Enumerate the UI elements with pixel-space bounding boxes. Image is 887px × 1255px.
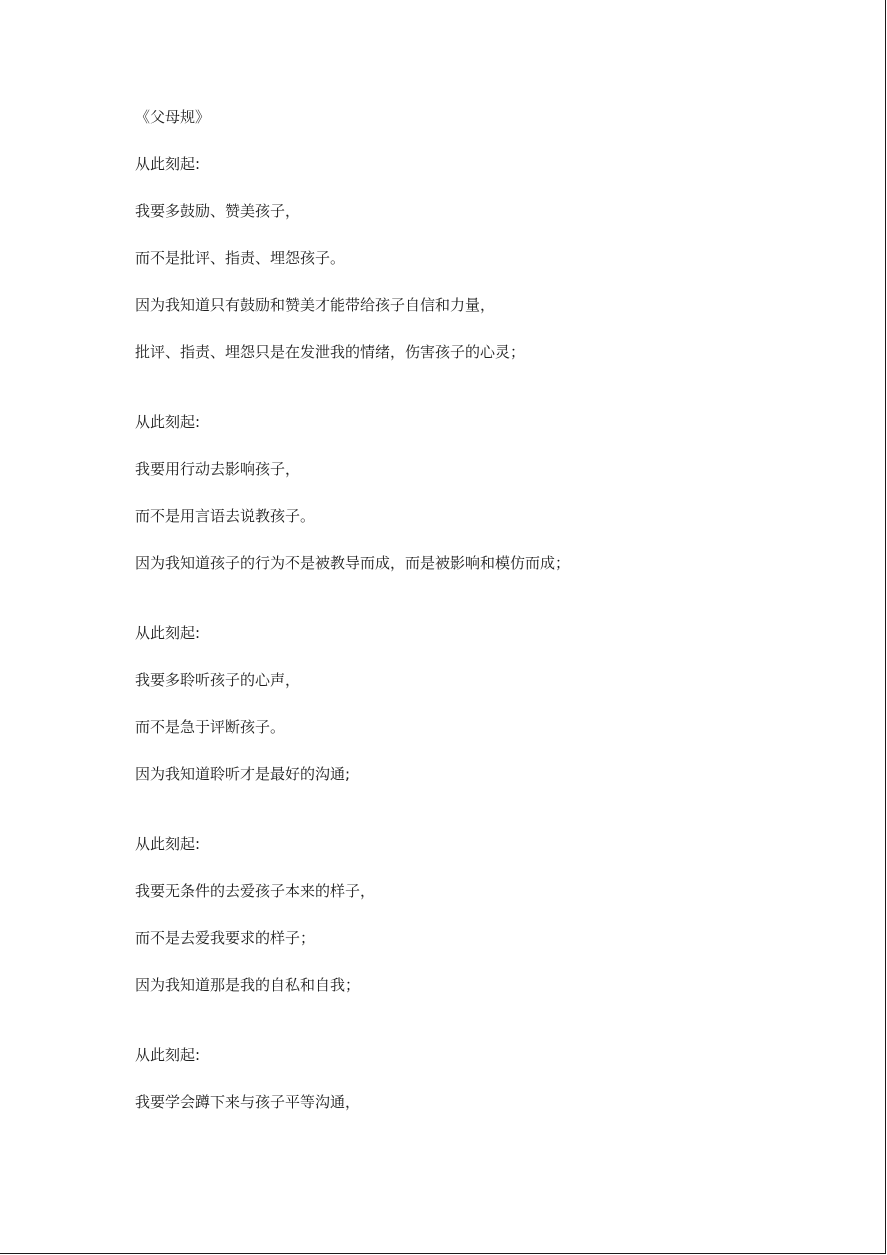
paragraph-line: 批评、指责、埋怨只是在发泄我的情绪，伤害孩子的心灵； xyxy=(135,343,526,361)
paragraph-line: 因为我知道只有鼓励和赞美才能带给孩子自信和力量， xyxy=(135,296,496,314)
paragraph-line: 因为我知道聆听才是最好的沟通; xyxy=(135,765,351,783)
paragraph-line: 而不是去爱我要求的样子； xyxy=(135,929,316,947)
paragraph-line: 我要学会蹲下来与孩子平等沟通， xyxy=(135,1093,361,1111)
paragraph-line: 而不是急于评断孩子。 xyxy=(135,718,286,736)
paragraph-line: 因为我知道那是我的自私和自我； xyxy=(135,976,361,994)
paragraph-line: 我要多聆听孩子的心声， xyxy=(135,671,301,689)
paragraph-line: 而不是批评、指责、埋怨孩子。 xyxy=(135,249,346,267)
section-heading: 从此刻起: xyxy=(135,155,201,173)
document-title: 《父母规》 xyxy=(135,108,211,126)
paragraph-line: 我要无条件的去爱孩子本来的样子， xyxy=(135,882,376,900)
paragraph-line: 而不是用言语去说教孩子。 xyxy=(135,507,316,525)
section-heading: 从此刻起: xyxy=(135,413,201,431)
section-heading: 从此刻起: xyxy=(135,1046,201,1064)
paragraph-line: 我要用行动去影响孩子， xyxy=(135,460,301,478)
section-heading: 从此刻起: xyxy=(135,835,201,853)
paragraph-line: 我要多鼓励、赞美孩子， xyxy=(135,202,301,220)
section-heading: 从此刻起: xyxy=(135,624,201,642)
document-body xyxy=(135,105,835,1137)
paragraph-line: 因为我知道孩子的行为不是被教导而成，而是被影响和模仿而成； xyxy=(135,554,571,572)
